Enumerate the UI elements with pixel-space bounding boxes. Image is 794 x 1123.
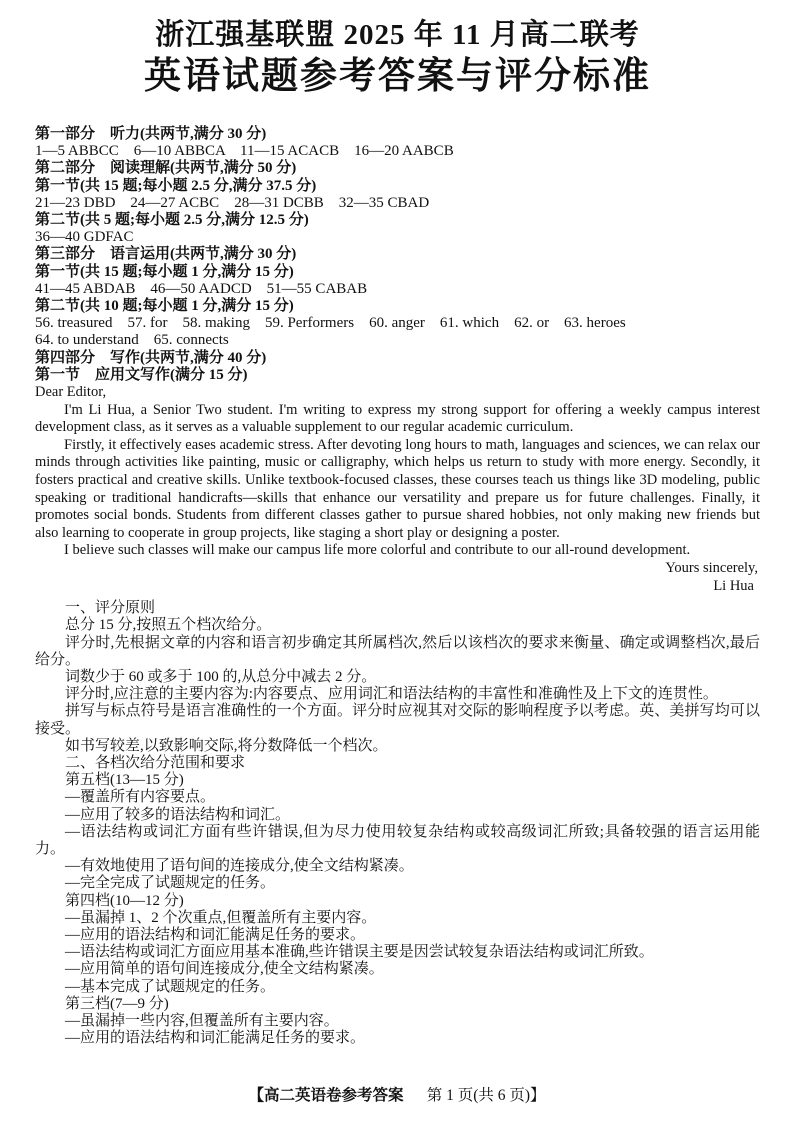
grading-line: —完全完成了试题规定的任务。 [65, 875, 276, 892]
answer-line: 64. to understand 65. connects [35, 332, 229, 349]
grading-line: 如书写较差,以致影响交际,将分数降低一个档次。 [65, 737, 388, 754]
section-header: 第一节(共 15 题;每小题 2.5 分,满分 37.5 分) [35, 177, 317, 194]
essay-paragraph: I'm Li Hua, a Senior Two student. I'm writing to express my strong support for offering a weekly campus interest development class, as it serves as a valuable supplement to our regular academic curriculum. [35, 401, 760, 436]
grading-line: —虽漏掉一些内容,但覆盖所有主要内容。 [65, 1013, 339, 1030]
grading-line: 评分时,先根据文章的内容和语言初步确定其所属档次,然后以该档次的要求来衡量、确定或调整档次,最后给分。 [35, 634, 760, 668]
footer-title: 【高二英语卷参考答案 [248, 1087, 404, 1104]
grading-line: —语法结构或词汇方面应用基本准确,些许错误主要是因尝试较复杂语法结构或词汇所致。 [65, 944, 654, 961]
grading-line: 词数少于 60 或多于 100 的,从总分中减去 2 分。 [65, 668, 377, 685]
grading-line: 拼写与标点符号是语言准确性的一个方面。评分时应视其对交际的影响程度予以考虑。英、美拼写均可以接受。 [35, 703, 760, 737]
essay-salutation: Dear Editor, [35, 384, 107, 401]
section-header: 第二节(共 5 题;每小题 2.5 分,满分 12.5 分) [35, 212, 309, 229]
grading-criteria [35, 600, 760, 1047]
page-footer [0, 1083, 794, 1105]
essay-signature: Li Hua [713, 577, 754, 594]
section-header: 第一部分 听力(共两节,满分 30 分) [35, 126, 267, 142]
section-header: 第三部分 语言运用(共两节,满分 30 分) [35, 246, 297, 263]
grading-line: —应用的语法结构和词汇能满足任务的要求。 [65, 1030, 366, 1047]
grading-line: 评分时,应注意的主要内容为:内容要点、应用词汇和语法结构的丰富性和准确性及上下文的连贯性。 [65, 686, 718, 703]
answer-line: 21—23 DBD 24—27 ACBC 28—31 DCBB 32—35 CBAD [35, 194, 430, 211]
grading-line: —应用简单的语句间连接成分,使全文结构紧凑。 [65, 961, 384, 978]
essay-paragraph: Firstly, it effectively eases academic stress. After devoting long hours to math, languages and sciences, we can relax our minds through activities like painting, music or calligraphy, which helps us return to study with more energy. Secondly, it fosters practical and creative skills. Unlike textbook-focused classes, these courses teach us things like 3D modeling, public speaking or traditional handicrafts—skills that enhance our versatility and prepare us for future challenges. Finally, it promotes social bonds. Students from different classes gather to pursue shared hobbies, not only making new friends but also learning to cooperate in group projects, like staging a short play or designing a poster. [35, 436, 760, 541]
section-header: 第二部分 阅读理解(共两节,满分 50 分) [35, 160, 297, 177]
essay-closing: Yours sincerely, [665, 559, 758, 576]
grading-line: —虽漏掉 1、2 个次重点,但覆盖所有主要内容。 [65, 909, 377, 926]
grading-line: 第三档(7—9 分) [65, 995, 169, 1012]
section-header: 第四部分 写作(共两节,满分 40 分) [35, 349, 267, 366]
section-header: 第一节(共 15 题;每小题 1 分,满分 15 分) [35, 263, 294, 280]
grading-line: 二、各档次给分范围和要求 [65, 755, 246, 771]
answer-line: 36—40 GDFAC [35, 229, 134, 246]
exam-title: 浙江强基联盟 2025 年 11 月高二联考 [155, 19, 640, 51]
answer-line: 56. treasured 57. for 58. making 59. Performers 60. anger 61. which 62. or 63. heroes [35, 315, 626, 332]
grading-line: —覆盖所有内容要点。 [65, 789, 216, 806]
grading-line: 总分 15 分,按照五个档次给分。 [65, 617, 272, 634]
grading-line: 第四档(10—12 分) [65, 892, 184, 909]
grading-line: —基本完成了试题规定的任务。 [65, 978, 276, 995]
answer-line: 1—5 ABBCC 6—10 ABBCA 11—15 ACACB 16—20 AABCB [35, 143, 454, 160]
grading-line: 第五档(13—15 分) [65, 772, 184, 789]
section-header: 第一节 应用文写作(满分 15 分) [35, 366, 248, 383]
grading-line: —应用的语法结构和词汇能满足任务的要求。 [65, 927, 366, 944]
grading-line: —有效地使用了语句间的连接成分,使全文结构紧凑。 [65, 858, 414, 875]
answer-key [35, 126, 760, 384]
page-title: 英语试题参考答案与评分标准 [144, 56, 651, 97]
grading-line: —应用了较多的语法结构和词汇。 [65, 806, 291, 823]
grading-line: —语法结构或词汇方面有些许错误,但为尽力使用较复杂结构或较高级词汇所致;具备较强的语言运用能力。 [35, 823, 760, 858]
essay-body [35, 402, 760, 560]
footer-page-number: 第 1 页(共 6 页)】 [426, 1087, 546, 1104]
essay-paragraph: I believe such classes will make our campus life more colorful and contribute to our all-round development. [64, 542, 691, 559]
model-essay [35, 384, 760, 595]
section-header: 第二节(共 10 题;每小题 1 分,满分 15 分) [35, 298, 294, 315]
grading-line: 一、评分原则 [65, 600, 156, 617]
answer-line: 41—45 ABDAB 46—50 AADCD 51—55 CABAB [35, 280, 368, 297]
